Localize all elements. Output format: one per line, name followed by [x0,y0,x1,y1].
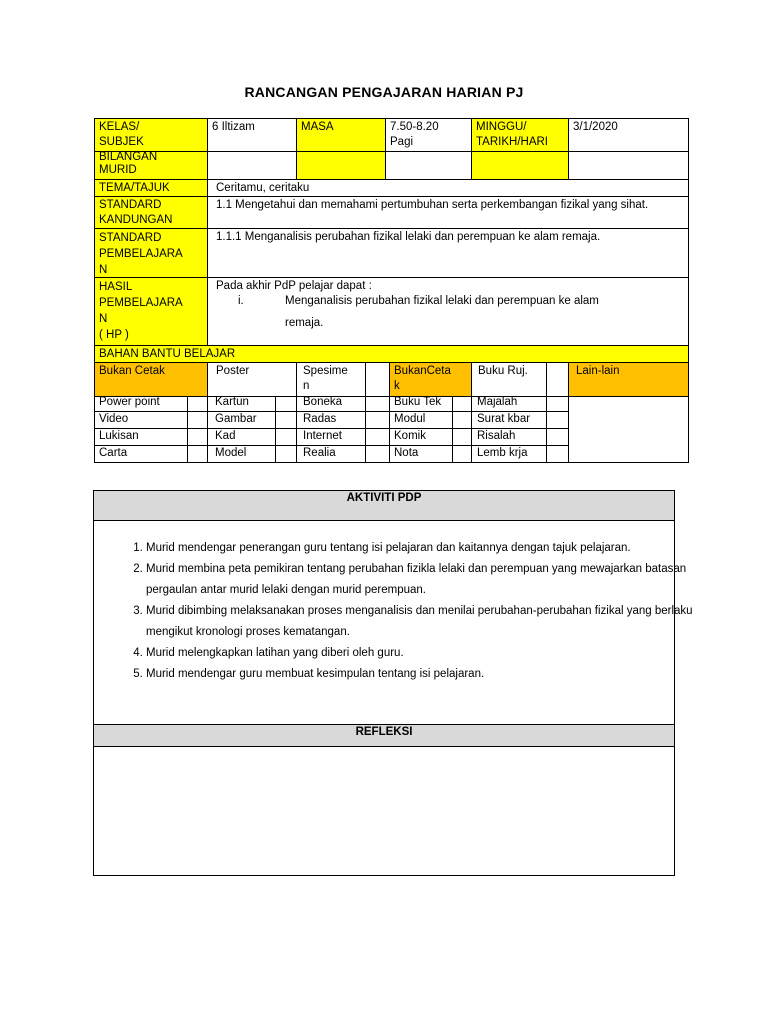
bahan-item: Radas [303,413,337,425]
bahan-item: Majalah [477,396,518,408]
hp-item-line1: Menganalisis perubahan fizikal lelaki dan perempuan ke alam [285,295,599,307]
bahan-item: Power point [99,396,160,408]
bahan-item: Carta [99,447,128,459]
hp-item-line2: remaja. [285,317,324,329]
bahan-col-bukan-cetak: Bukan Cetak [99,365,165,377]
hp-intro: Pada akhir PdP pelajar dapat : [216,280,372,292]
bahan-col-spesimen: Spesime n [303,365,348,392]
bahan-item: Kad [215,430,236,442]
masa-value: 7.50-8.20 Pagi [390,121,439,148]
bahan-item: Buku Tek [394,396,442,408]
bahan-item: Kartun [215,396,249,408]
bahan-col-poster: Poster [216,365,250,377]
masa-label: MASA [301,121,334,133]
sp-label: STANDARD PEMBELAJARA N [99,232,183,276]
refleksi-content [94,747,674,875]
kelas-value: 6 Iltizam [212,121,255,133]
bahan-item: Realia [303,447,336,459]
minggu-label: MINGGU/ TARIKH/HARI [476,121,548,148]
bahan-col-bukan-cetak-2: BukanCeta k [394,365,451,392]
tema-value: Ceritamu, ceritaku [216,182,310,194]
refleksi-heading: REFLEKSI [355,726,413,738]
bahan-item: Lemb krja [477,447,528,459]
kelas-label: KELAS/ SUBJEK [99,121,144,148]
bahan-heading: BAHAN BANTU BELAJAR [99,348,236,360]
bahan-item: Internet [303,430,342,442]
bahan-item: Surat kbar [477,413,531,425]
page-title: RANCANGAN PENGAJARAN HARIAN PJ [244,84,524,100]
bahan-item: Lukisan [99,430,139,442]
bilangan-masa-bg [297,152,385,179]
hp-label: HASIL PEMBELAJARA N ( HP ) [99,281,183,341]
aktiviti-steps [100,538,706,685]
aktiviti-step: 1. Murid mendengar penerangan guru tentang isi pelajaran dan kaitannya dengan tajuk pelajaran. [146,538,706,559]
sk-value: 1.1 Mengetahui dan memahami pertumbuhan serta perkembangan fizikal yang sihat. [216,199,649,211]
bahan-item: Gambar [215,413,257,425]
bahan-col-buku-ruj: Buku Ruj. [478,365,528,377]
bahan-item: Video [99,413,129,425]
sp-value: 1.1.1 Menganalisis perubahan fizikal lelaki dan perempuan ke alam remaja. [216,231,601,243]
bahan-col-lain-lain: Lain-lain [576,365,620,377]
aktiviti-heading: AKTIVITI PDP [346,492,422,504]
aktiviti-step: 2. Murid membina peta pemikiran tentang perubahan fizikla lelaki dan perempuan yang mewajarkan batasan pergaulan antar murid lelaki dengan murid perempuan. [146,559,706,601]
bahan-item: Risalah [477,430,516,442]
bahan-item: Model [215,447,247,459]
aktiviti-step: 4. Murid melengkapkan latihan yang diberi oleh guru. [146,643,706,664]
bahan-item: Boneka [303,396,343,408]
bahan-item: Nota [394,447,419,459]
aktiviti-step: 3. Murid dibimbing melaksanakan proses menganalisis dan menilai perubahan-perubahan fizikal yang berlaku mengikut kronologi proses kematangan. [146,601,706,643]
bahan-item: Modul [394,413,426,425]
tema-label: TEMA/TAJUK [99,182,170,194]
aktiviti-step: 5. Murid mendengar guru membuat kesimpulan tentang isi pelajaran. [146,664,706,685]
minggu-value: 3/1/2020 [573,121,618,133]
hp-item-number: i. [238,295,244,307]
bilangan-label: BILANGAN MURID [99,151,158,176]
sk-label: STANDARD KANDUNGAN [99,199,173,226]
bahan-item: Komik [394,430,426,442]
bilangan-minggu-bg [472,152,568,179]
